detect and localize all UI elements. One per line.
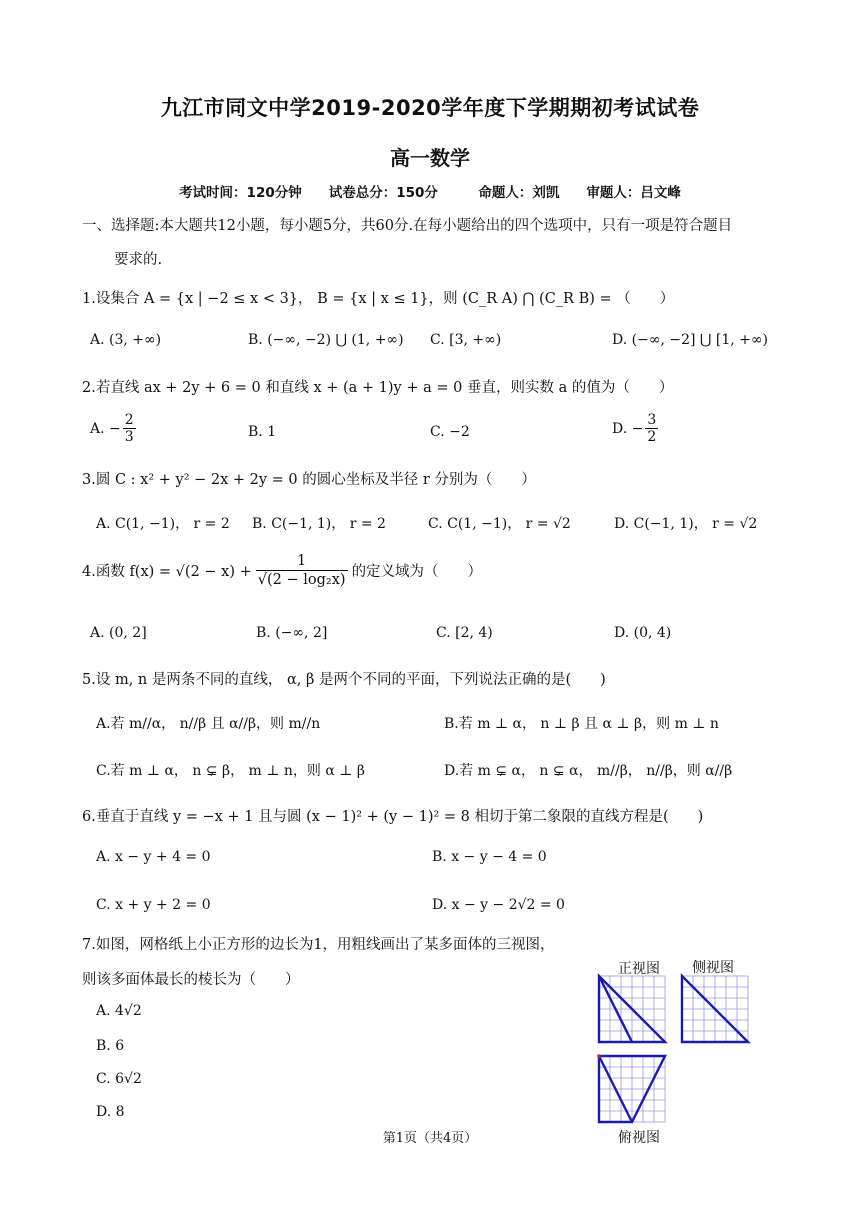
top-view-label: 俯视图 [618,1130,660,1146]
question-5-option-a: A.若 m//α， n//β 且 α//β，则 m//n [96,716,321,732]
question-7-option-a: A. 4√2 [96,1003,142,1019]
exam-title: 九江市同文中学2019-2020学年度下学期期初考试试卷 [160,96,700,120]
front-view-label: 正视图 [618,961,660,977]
option-d-prefix: D. − [612,420,644,437]
question-1-option-c: C. [3, +∞) [430,332,502,348]
question-2-option-c: C. −2 [430,424,470,440]
fraction [123,412,136,445]
question-4-stem [82,552,482,589]
section-instructions-line1: 一、选择题:本大题共12小题，每小题5分，共60分.在每小题给出的四个选项中，只有一项是符合题目 [82,218,733,234]
question-7-option-d: D. 8 [96,1104,125,1120]
question-4-option-a: A. (0, 2] [90,625,147,641]
subject-title: 高一数学 [390,146,470,170]
question-7-stem-line1: 7.如图，网格纸上小正方形的边长为1，用粗线画出了某多面体的三视图， [82,937,555,953]
question-7-option-c: C. 6√2 [96,1071,142,1087]
question-4-option-b: B. (−∞, 2] [256,625,328,641]
question-2-option-d [612,412,658,445]
fraction-denominator: 3 [124,429,134,445]
fraction-numerator: 3 [647,412,657,428]
question-4-stem-prefix: 4.函数 f(x) = √(2 − x) + [82,564,252,580]
question-6-option-a: A. x − y + 4 = 0 [96,849,211,865]
question-5-option-d: D.若 m ⊊ α， n ⊊ α， m//β， n//β，则 α//β [444,763,733,779]
fraction-numerator: 2 [124,412,134,428]
fraction [256,552,348,589]
question-1-option-d: D. (−∞, −2] ⋃ [1, +∞) [612,332,768,348]
question-6-option-b: B. x − y − 4 = 0 [432,849,547,865]
top-view-grid [599,1056,665,1122]
question-5-option-c: C.若 m ⊥ α， n ⊊ β， m ⊥ n，则 α ⊥ β [96,763,365,779]
question-2-option-b: B. 1 [248,424,277,440]
question-1-option-a: A. (3, +∞) [90,332,162,348]
question-7-option-b: B. 6 [96,1038,125,1054]
question-4-option-c: C. [2, 4) [436,625,493,641]
question-1-stem: 1.设集合 A = {x | −2 ≤ x < 3}， B = {x | x ≤ 1}，则 (C_R A) ⋂ (C_R B) = （ ） [82,291,675,307]
question-1-option-b: B. (−∞, −2) ⋃ (1, +∞) [248,332,404,348]
question-4-stem-suffix: 的定义域为（ ） [351,564,483,580]
side-view-label: 侧视图 [692,960,734,976]
exam-meta: 考试时间：120分钟 试卷总分：150分 命题人：刘凯 审题人：吕文峰 [179,185,681,201]
fraction [645,412,658,445]
question-6-stem: 6.垂直于直线 y = −x + 1 且与圆 (x − 1)² + (y − 1)² = 8 相切于第二象限的直线方程是( ) [82,809,704,825]
question-4-option-d: D. (0, 4) [614,625,672,641]
page-footer: 第1页（共4页） [382,1131,478,1146]
question-5-option-b: B.若 m ⊥ α， n ⊥ β 且 α ⊥ β，则 m ⊥ n [444,716,719,732]
question-6-option-d: D. x − y − 2√2 = 0 [432,897,565,913]
fraction-denominator: 2 [647,429,657,445]
question-3-stem: 3.圆 C : x² + y² − 2x + 2y = 0 的圆心坐标及半径 r 分别为（ ） [82,472,536,488]
fraction-numerator: 1 [297,553,307,569]
question-7-stem-line2: 则该多面体最长的棱长为（ ） [82,972,300,988]
three-view-figure [590,970,760,1130]
question-3-option-c: C. C(1, −1)， r = √2 [428,516,571,532]
fraction-denominator: √(2 − log₂x) [257,572,346,588]
question-6-option-c: C. x + y + 2 = 0 [96,897,211,913]
section-instructions-line2: 要求的. [114,252,163,268]
question-2-option-a [90,412,136,445]
option-a-prefix: A. − [90,420,121,437]
question-5-stem: 5.设 m, n 是两条不同的直线， α, β 是两个不同的平面，下列说法正确的是( ) [82,672,606,688]
question-3-option-d: D. C(−1, 1)， r = √2 [614,516,758,532]
vertex-marker [597,1054,601,1058]
question-2-stem: 2.若直线 ax + 2y + 6 = 0 和直线 x + (a + 1)y + a = 0 垂直，则实数 a 的值为（ ） [82,380,674,396]
question-3-option-b: B. C(−1, 1)， r = 2 [252,516,386,532]
question-3-option-a: A. C(1, −1)， r = 2 [96,516,230,532]
